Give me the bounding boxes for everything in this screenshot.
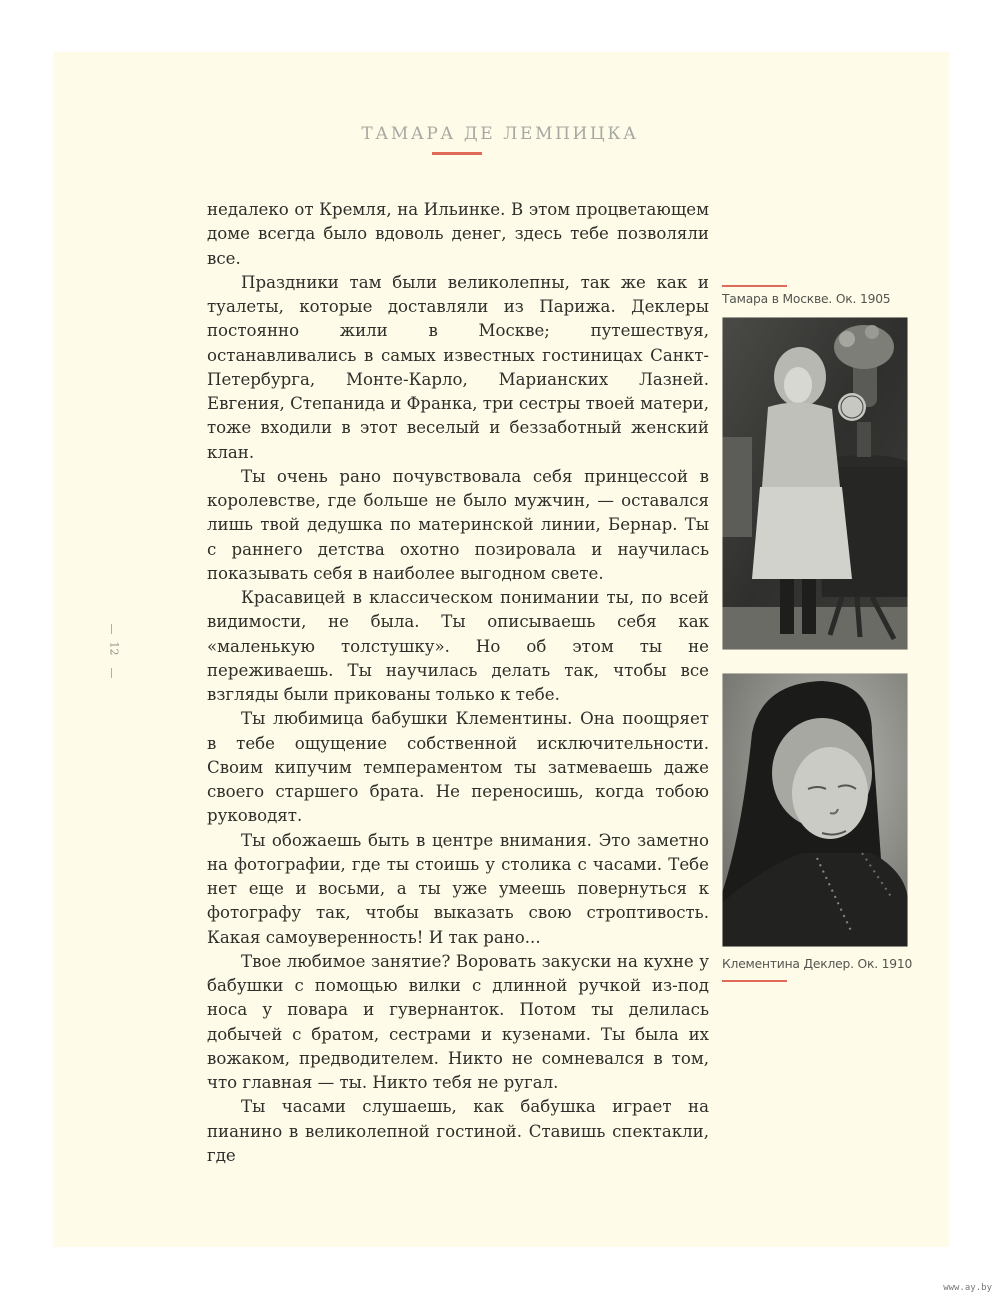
- paragraph: Красавицей в классическом понимании ты, по всей видимости, не была. Ты описываешь себя как «маленькую толстушку». Но об этом ты не переживаешь. Ты научилась делать так, чтобы все взгляды были прикованы только к тебе.: [207, 588, 709, 704]
- woman-portrait-image: [722, 673, 908, 947]
- figure-caption-clementine: Клементина Деклер. Ок. 1910: [722, 957, 913, 971]
- paragraph: Ты обожаешь быть в центре внимания. Это заметно на фотографии, где ты стоишь у столика с часами. Тебе нет еще и восьми, а ты уже умеешь повернуться к фотографу так, чтобы выказать свою строптивость. Какая самоуверенность! И так рано...: [207, 830, 709, 947]
- folio-rule-top: [111, 624, 112, 634]
- running-head-title: ТАМАРА ДЕ ЛЕМПИЦКА: [361, 124, 639, 144]
- body-text: [207, 198, 709, 1168]
- paragraph: Ты любимица бабушки Клементины. Она поощряет в тебе ощущение собственной исключительности. Своим кипучим темпераментом ты затмеваешь даже своего старшего брата. Не переносишь, когда тобою руководят.: [207, 709, 709, 826]
- caption-rule-top: [722, 285, 787, 287]
- photo-clementine-decler: [722, 673, 908, 947]
- paragraph: Твое любимое занятие? Воровать закуски на кухне у бабушки с помощью вилки с длинной ручкой из-под носа у повара и гувернанток. Потом ты делилась добычей с братом, сестрами и кузенами. Ты была их вожаком, предводителем. Никто не сомневался в том, что главная — ты. Никто тебя не ругал.: [207, 951, 709, 1092]
- page-number: 12: [107, 641, 121, 656]
- page-folio: [103, 618, 125, 678]
- girl-photo-image: [722, 317, 908, 650]
- paragraph: Ты часами слушаешь, как бабушка играет на пианино в великолепной гостиной. Ставишь спектакли, где: [207, 1097, 709, 1165]
- figure-caption-tamara: Тамара в Москве. Ок. 1905: [722, 292, 891, 306]
- paragraph: недалеко от Кремля, на Ильинке. В этом процветающем доме всегда было вдоволь денег, здесь тебе позволяли все.: [207, 200, 709, 268]
- paragraph: Праздники там были великолепны, так же как и туалеты, которые доставляли из Парижа. Деклеры постоянно жили в Москве; путешествуя, останавливались в самых известных гостиницах Санкт-Петербурга, Монте-Карло, Марианских Лазней. Евгения, Степанида и Франка, три сестры твоей матери, тоже входили в этот веселый и беззаботный женский клан.: [207, 272, 710, 462]
- caption-rule-bottom: [722, 980, 787, 982]
- photo-tamara-moscow: [722, 317, 908, 650]
- folio-rule-bottom: [111, 668, 112, 678]
- running-head-rule: [432, 152, 482, 155]
- watermark: www.ay.by: [943, 1283, 992, 1293]
- paragraph: Ты очень рано почувствовала себя принцессой в королевстве, где больше не было мужчин, — оставался лишь твой дедушка по материнской линии, Бернар. Ты с раннего детства охотно позировала и научилась показывать себя в наиболее выгодном свете.: [207, 466, 709, 583]
